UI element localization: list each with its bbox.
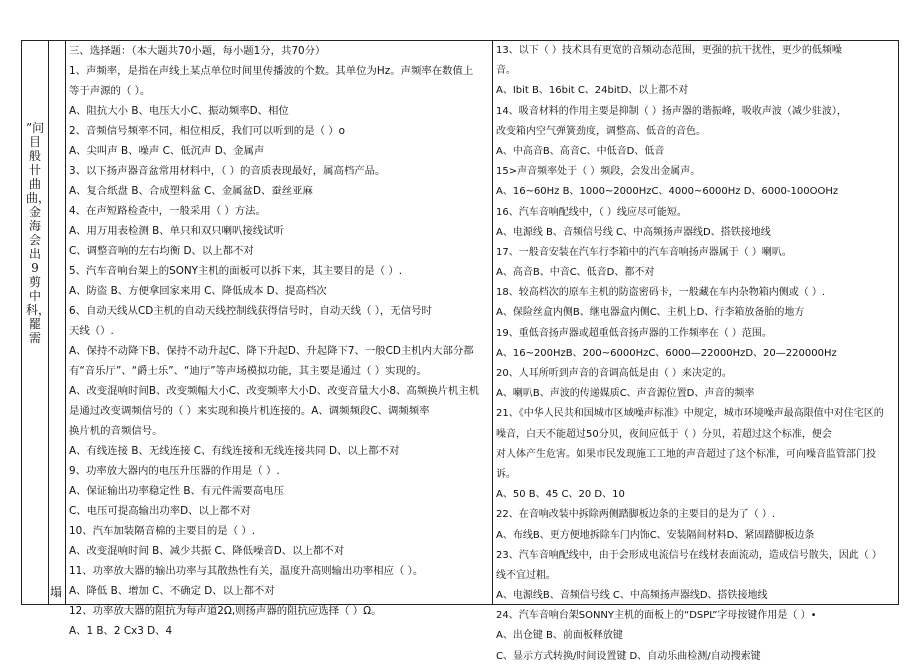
question-line: A、16~60Hz B、1000~2000HzC、4000~6000Hz D、6000-100OOHz xyxy=(496,186,839,198)
question-line: 15>声音频率处于（ ）频段，会发出金属声。 xyxy=(496,166,701,178)
question-line: A、布线B、更方便地拆除车门内饰C、安装隔间材料D、紧固踏脚板边条 xyxy=(496,529,815,541)
question-line: 16、汽车音响配线中，（ ）线应尽可能短。 xyxy=(496,206,687,218)
question-line: A、防盗 B、方便拿回家来用 C、降低成本 D、提高档次 xyxy=(69,285,327,297)
question-line: A、有线连接 B、无线连接 C、有线连接和无线连接共同 D、以上都不对 xyxy=(69,445,400,457)
question-line: 音。 xyxy=(496,65,516,77)
question-line: 12、功率放大器的阻抗为每声道2Ω,则扬声器的阻抗应选择（ ）Ω。 xyxy=(69,605,382,617)
question-line: A、50 B、45 C、20 D、10 xyxy=(496,489,625,501)
question-line: 对人体产生危害。如果市民发现施工工地的声音超过了这个标准，可向噪音监管部门投 xyxy=(496,448,876,460)
question-line: 2、音频信号频率不同，相位相反，我们可以听到的是（ ）o xyxy=(69,125,346,137)
question-line: 换片机的音频信号。 xyxy=(69,425,163,437)
question-line: 14、吸音材料的作用主要是抑制（ ）扬声器的谐振峰，吸收声波（减少驻波）， xyxy=(496,105,847,117)
question-line: 4、在声短路检查中，一般采用（ ）方法。 xyxy=(69,205,266,217)
question-line: A、改变混响时间B、改变频幅大小C、改变频率大小D、改变音量大小8、高频换片机主机 xyxy=(69,385,480,397)
question-line: 18、较高档次的原车主机的防盗密码卡，一般藏在车内杂物箱内侧或（ ）. xyxy=(496,287,826,299)
question-line: A、16~200HzB、200~6000HzC、6000—22000HzD、20—220000Hz xyxy=(496,347,837,359)
question-line: 3、以下扬声器音盆常用材料中，（ ）的音质表现最好，属高档产品。 xyxy=(69,165,386,177)
question-line: C、调整音响的左右均衡 D、以上都不对 xyxy=(69,245,254,257)
question-line: C、显示方式转换/时间设置键 D、自动乐曲检测/自动搜索键 xyxy=(496,650,761,662)
question-line: 9、功率放大器内的电压升压器的作用是（ ）. xyxy=(69,465,280,477)
binding-margin xyxy=(22,41,51,604)
question-line: 改变箱内空气弹簧劲度，调整高、低音的音色。 xyxy=(496,125,706,137)
question-line: A、喇叭B、声波的传递媒质C、声音源位置D、声音的频率 xyxy=(496,388,755,400)
question-line: 22、在音响改装中拆除两侧踏脚板边条的主要目的是为了（ ）. xyxy=(496,509,776,521)
question-line: A、用万用表检测 B、单只和双只喇叭接线试听 xyxy=(69,225,284,237)
question-line: 10、汽车加装隔音棉的主要目的是（ ）. xyxy=(69,525,256,537)
question-line: A、保险丝盒内侧B、继电器盒内侧C、主机上D、行李箱放备胎的地方 xyxy=(496,307,805,319)
question-line: 13、以下（ ）技术具有更宽的音频动态范围，更强的抗干扰性，更少的低频噪 xyxy=(496,45,842,56)
column-divider xyxy=(492,41,493,604)
question-line: 噪音，白天不能超过50分贝，夜间应低于（ ）分贝，若超过这个标准，便会 xyxy=(496,428,832,440)
question-line: 19、重低音扬声器或超重低音扬声器的工作频率在（ ）范围。 xyxy=(496,327,772,339)
question-line: A、复合纸盘 B、合成塑料盆 C、金属盆D、蚕丝亚麻 xyxy=(69,185,313,197)
binding-divider xyxy=(48,41,49,604)
question-line: A、尖叫声 B、噪声 C、低沉声 D、金属声 xyxy=(69,145,265,157)
question-line: A、电源线 B、音频信号线 C、中高频扬声器线D、搭铁接地线 xyxy=(496,226,771,238)
question-line: 6、自动天线从CD主机的自动天线控制线获得信号时，自动天线（ ），无信号时 xyxy=(69,305,432,317)
question-line: 23、汽车音响配线中，由于会形成电流信号在线材表面流动，造成信号散失，因此（ ） xyxy=(496,549,882,561)
question-line: A、降低 B、增加 C、不确定 D、以上都不对 xyxy=(69,585,275,597)
question-line: 等于声源的（ ）。 xyxy=(69,85,151,97)
question-line: 是通过改变调频信号的（ ）来实现和换片机连接的。A、调频频段C、调频频率 xyxy=(69,405,430,417)
left-column xyxy=(67,41,489,637)
question-line: 5、汽车音响台架上的SONY主机的面板可以拆下来，其主要目的是（ ）. xyxy=(69,265,403,277)
question-line: A、中高音B、高音C、中低音D、低音 xyxy=(496,145,665,157)
binding-divider-inner xyxy=(65,41,66,604)
question-line: A、1 B、2 Cx3 D、4 xyxy=(69,625,173,637)
question-line: A、出仓键 B、前面板释放键 xyxy=(496,630,623,642)
question-line: 11、功率放大器的输出功率与其散热性有关，温度升高则输出功率相应（ ）。 xyxy=(69,565,424,577)
question-line: A、保持不动降下B、保持不动升起C、降下升起D、升起降下7、一般CD主机内大部分都 xyxy=(69,345,474,357)
question-line: 诉。 xyxy=(496,468,516,480)
question-line: 21、《中华人民共和国城市区域噪声标准》中规定，城市环境噪声最高限值中对住宅区的 xyxy=(496,408,884,420)
exam-sheet xyxy=(21,40,899,662)
question-line: 有“音乐厅”、“爵士乐”、“迪厅”等声场模拟功能，其主要是通过（ ）实现的。 xyxy=(69,365,427,377)
question-line: A、电源线B、音频信号线 C、中高频扬声器线D、搭铁接地线 xyxy=(496,590,768,602)
question-line: A、保证输出功率稳定性 B、有元件需要高电压 xyxy=(69,485,284,497)
question-line: 17、一般音安装在汽车行李箱中的汽车音响扬声器属于（ ）喇叭。 xyxy=(496,246,792,258)
question-line: 线不宜过粗。 xyxy=(496,569,556,581)
question-line: C、电压可提高输出功率D、以上都不对 xyxy=(69,505,251,517)
right-column xyxy=(494,41,898,662)
question-line: A、改变混响时间 B、减少共振 C、降低噪音D、以上都不对 xyxy=(69,545,345,557)
question-line: A、阻抗大小 B、电压大小C、振动频率D、相位 xyxy=(69,105,289,117)
question-line: 24、汽车音响台架SONNY主机的面板上的“DSPL”字母按键作用是（ ）• xyxy=(496,610,817,622)
question-line: A、高音B、中音C、低音D、都不对 xyxy=(496,267,655,279)
question-line: 三、选择题：（本大题共70小题，每小题1分，共70分） xyxy=(69,45,326,57)
question-line: 1、声频率，是指在声线上某点单位时间里传播波的个数。其单位为Hz。声频率在数值上 xyxy=(69,65,474,77)
binding-side-text: ”问目般卄曲曲，金海会出9剪中科，罷需 xyxy=(26,121,51,345)
question-line: A、Ibit B、16bit C、24bitD、以上都不对 xyxy=(496,85,689,97)
question-line: 天线（）. xyxy=(69,325,114,337)
question-line: 20、人耳所听到声音的音调高低是由（ ）来决定的。 xyxy=(496,368,732,379)
binding-bottom-char: 塌 xyxy=(50,585,63,599)
